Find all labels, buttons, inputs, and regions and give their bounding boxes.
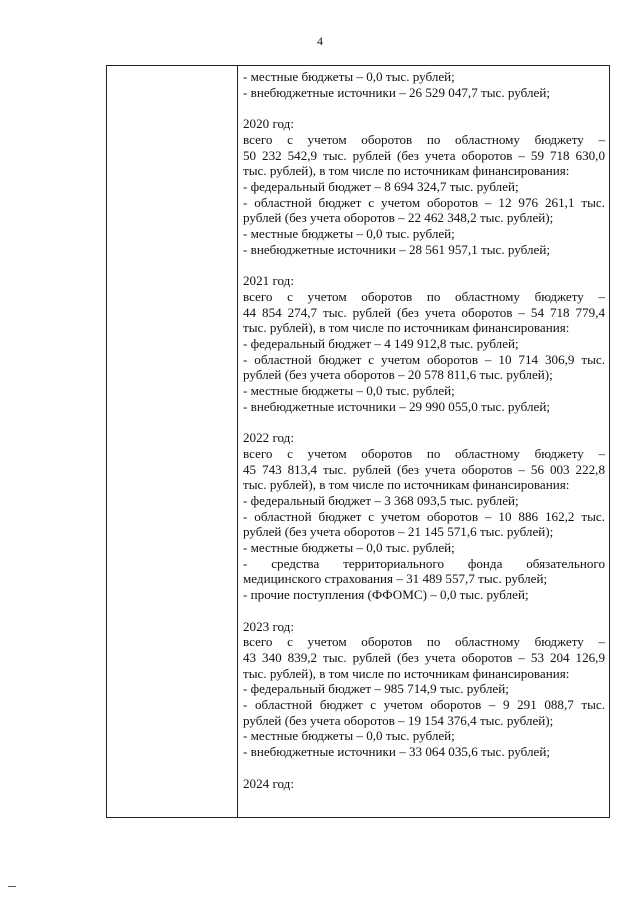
scan-mark	[8, 886, 16, 887]
year-2024-block	[243, 776, 605, 792]
text-line: всего с учетом оборотов по областному бюджету –	[243, 445, 605, 461]
year-2023-block	[243, 619, 605, 760]
table-left-cell	[107, 66, 238, 817]
year-heading: 2020 год:	[243, 116, 294, 132]
text-line: - областной бюджет с учетом оборотов – 9 291 088,7 тыс.	[243, 697, 605, 713]
text-line: - средства территориального фонда обязательного	[243, 555, 605, 571]
year-heading: 2021 год:	[243, 273, 294, 289]
year-heading: 2024 год:	[243, 775, 294, 791]
text-line: - областной бюджет с учетом оборотов – 12 976 261,1 тыс.	[243, 194, 605, 210]
text-line: тыс. рублей), в том числе по источникам финансирования:	[243, 163, 570, 179]
text-line: рублей (без учета оборотов – 21 145 571,6 тыс. рублей);	[243, 524, 554, 540]
text-line: - областной бюджет с учетом оборотов – 10 886 162,2 тыс.	[243, 508, 605, 524]
text-line: всего с учетом оборотов по областному бюджету –	[243, 131, 605, 147]
text-line: тыс. рублей), в том числе по источникам финансирования:	[243, 665, 570, 681]
text-line: тыс. рублей), в том числе по источникам финансирования:	[243, 320, 570, 336]
text-line: - прочие поступления (ФФОМС) – 0,0 тыс. рублей;	[243, 587, 529, 603]
text-line: медицинского страхования – 31 489 557,7 тыс. рублей;	[243, 571, 548, 587]
text-line: - местные бюджеты – 0,0 тыс. рублей;	[243, 728, 455, 744]
year-heading: 2022 год:	[243, 430, 294, 446]
text-line: - внебюджетные источники – 28 561 957,1 тыс. рублей;	[243, 241, 550, 257]
text-line: рублей (без учета оборотов – 22 462 348,2 тыс. рублей);	[243, 210, 554, 226]
year-heading: 2023 год:	[243, 618, 294, 634]
text-line: - внебюджетные источники – 26 529 047,7 тыс. рублей;	[243, 84, 550, 100]
text-line: - местные бюджеты – 0,0 тыс. рублей;	[243, 540, 455, 556]
text-line: рублей (без учета оборотов – 19 154 376,4 тыс. рублей);	[243, 712, 554, 728]
text-line: всего с учетом оборотов по областному бюджету –	[243, 634, 605, 650]
text-line: - внебюджетные источники – 33 064 035,6 тыс. рублей;	[243, 744, 550, 760]
text-line: - областной бюджет с учетом оборотов – 10 714 306,9 тыс.	[243, 351, 605, 367]
text-line: 43 340 839,2 тыс. рублей (без учета оборотов – 53 204 126,9	[243, 649, 605, 665]
text-line: - местные бюджеты – 0,0 тыс. рублей;	[243, 383, 455, 399]
year-2020-block	[243, 116, 605, 257]
text-line: - федеральный бюджет – 8 694 324,7 тыс. рублей;	[243, 178, 519, 194]
text-line: 45 743 813,4 тыс. рублей (без учета оборотов – 56 003 222,8	[243, 461, 605, 477]
text-line: - местные бюджеты – 0,0 тыс. рублей;	[243, 226, 455, 242]
text-line: - местные бюджеты – 0,0 тыс. рублей;	[243, 69, 455, 84]
text-line: тыс. рублей), в том числе по источникам финансирования:	[243, 477, 570, 493]
text-line: рублей (без учета оборотов – 20 578 811,6 тыс. рублей);	[243, 367, 553, 383]
text-line: 44 854 274,7 тыс. рублей (без учета оборотов – 54 718 779,4	[243, 304, 605, 320]
text-line: - федеральный бюджет – 985 714,9 тыс. рублей;	[243, 681, 509, 697]
text-line: 50 232 542,9 тыс. рублей (без учета оборотов – 59 718 630,0	[243, 147, 605, 163]
intro-block	[243, 69, 605, 100]
text-line: - внебюджетные источники – 29 990 055,0 тыс. рублей;	[243, 398, 550, 414]
text-line: - федеральный бюджет – 3 368 093,5 тыс. рублей;	[243, 492, 519, 508]
year-2022-block	[243, 430, 605, 603]
page-number: 4	[317, 34, 323, 48]
year-2021-block	[243, 273, 605, 414]
text-line: - федеральный бюджет – 4 149 912,8 тыс. рублей;	[243, 335, 519, 351]
document-table	[106, 65, 610, 818]
text-line: всего с учетом оборотов по областному бюджету –	[243, 288, 605, 304]
table-right-cell	[238, 66, 609, 817]
